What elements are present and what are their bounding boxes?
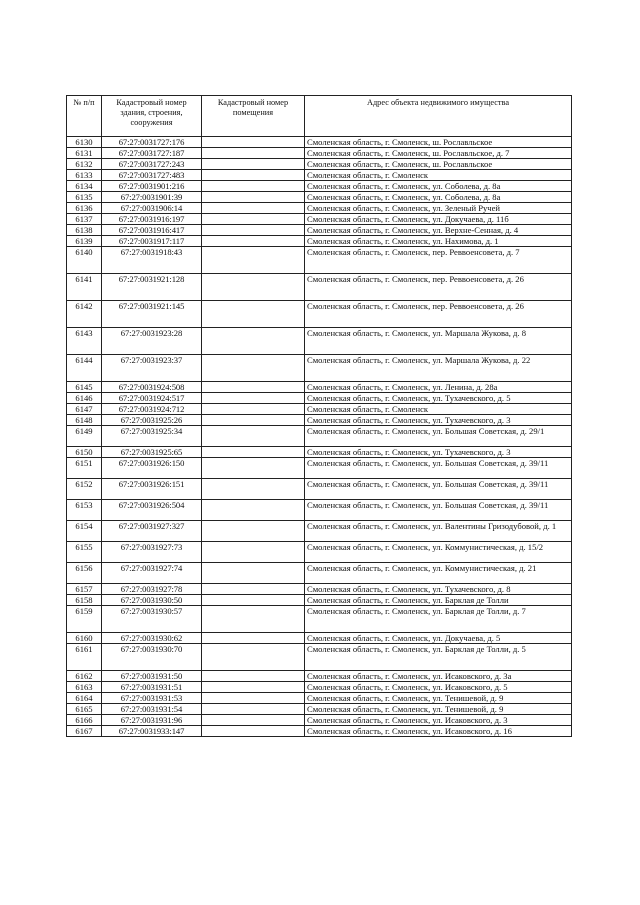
building-cadastral-number: 67:27:0031921:145 [102,301,202,328]
room-cadastral-number [202,426,305,447]
property-address: Смоленская область, г. Смоленск, ул. Барклая де Толли [305,595,572,606]
property-address: Смоленская область, г. Смоленск, ул. Коммунистическая, д. 15/2 [305,542,572,563]
table-row [67,693,572,704]
header-number: № п/п [67,96,102,137]
row-number: 6133 [67,170,102,181]
building-cadastral-number: 67:27:0031916:417 [102,225,202,236]
table-row [67,192,572,203]
row-number: 6160 [67,633,102,644]
table-row [67,225,572,236]
property-address: Смоленская область, г. Смоленск, ул. Тухачевского, д. 3 [305,447,572,458]
property-address: Смоленская область, г. Смоленск, ул. Маршала Жукова, д. 8 [305,328,572,355]
room-cadastral-number [202,447,305,458]
row-number: 6163 [67,682,102,693]
row-number: 6135 [67,192,102,203]
table-row [67,159,572,170]
room-cadastral-number [202,393,305,404]
row-number: 6165 [67,704,102,715]
row-number: 6141 [67,274,102,301]
room-cadastral-number [202,479,305,500]
row-number: 6131 [67,148,102,159]
room-cadastral-number [202,415,305,426]
row-number: 6159 [67,606,102,633]
property-address: Смоленская область, г. Смоленск, пер. Реввоенсовета, д. 7 [305,247,572,274]
row-number: 6167 [67,726,102,737]
building-cadastral-number: 67:27:0031931:51 [102,682,202,693]
header-address: Адрес объекта недвижимого имущества [305,96,572,137]
row-number: 6151 [67,458,102,479]
table-row [67,301,572,328]
row-number: 6137 [67,214,102,225]
building-cadastral-number: 67:27:0031906:14 [102,203,202,214]
table-row [67,393,572,404]
room-cadastral-number [202,563,305,584]
table-row [67,563,572,584]
room-cadastral-number [202,148,305,159]
property-address: Смоленская область, г. Смоленск, ш. Рославльское [305,137,572,148]
room-cadastral-number [202,404,305,415]
row-number: 6150 [67,447,102,458]
row-number: 6142 [67,301,102,328]
table-header-row [67,96,572,137]
property-address: Смоленская область, г. Смоленск, ул. Докучаева, д. 5 [305,633,572,644]
table-row [67,542,572,563]
building-cadastral-number: 67:27:0031931:53 [102,693,202,704]
building-cadastral-number: 67:27:0031927:327 [102,521,202,542]
building-cadastral-number: 67:27:0031927:78 [102,584,202,595]
building-cadastral-number: 67:27:0031926:151 [102,479,202,500]
table-row [67,458,572,479]
room-cadastral-number [202,181,305,192]
row-number: 6146 [67,393,102,404]
room-cadastral-number [202,542,305,563]
table-row [67,214,572,225]
building-cadastral-number: 67:27:0031925:26 [102,415,202,426]
table-row [67,426,572,447]
row-number: 6148 [67,415,102,426]
row-number: 6152 [67,479,102,500]
property-address: Смоленская область, г. Смоленск, ул. Барклая де Толли, д. 7 [305,606,572,633]
building-cadastral-number: 67:27:0031921:128 [102,274,202,301]
row-number: 6140 [67,247,102,274]
table-row [67,328,572,355]
table-row [67,274,572,301]
building-cadastral-number: 67:27:0031927:74 [102,563,202,584]
room-cadastral-number [202,247,305,274]
building-cadastral-number: 67:27:0031925:34 [102,426,202,447]
row-number: 6143 [67,328,102,355]
property-address: Смоленская область, г. Смоленск, ул. Большая Советская, д. 39/11 [305,500,572,521]
room-cadastral-number [202,644,305,671]
property-address: Смоленская область, г. Смоленск, ул. Исаковского, д. 3 [305,715,572,726]
property-address: Смоленская область, г. Смоленск, ул. Исаковского, д. 16 [305,726,572,737]
property-address: Смоленская область, г. Смоленск, пер. Реввоенсовета, д. 26 [305,301,572,328]
building-cadastral-number: 67:27:0031931:96 [102,715,202,726]
row-number: 6164 [67,693,102,704]
header-building-cadastral: Кадастровый номер здания, строения, сооружения [102,96,202,137]
building-cadastral-number: 67:27:0031931:50 [102,671,202,682]
row-number: 6157 [67,584,102,595]
property-address: Смоленская область, г. Смоленск, ул. Докучаева, д. 11б [305,214,572,225]
room-cadastral-number [202,633,305,644]
building-cadastral-number: 67:27:0031930:70 [102,644,202,671]
row-number: 6138 [67,225,102,236]
property-address: Смоленская область, г. Смоленск, ул. Тенишевой, д. 9 [305,704,572,715]
room-cadastral-number [202,606,305,633]
property-address: Смоленская область, г. Смоленск, пер. Реввоенсовета, д. 26 [305,274,572,301]
table-row [67,181,572,192]
table-row [67,355,572,382]
property-address: Смоленская область, г. Смоленск, ул. Тухачевского, д. 3 [305,415,572,426]
row-number: 6147 [67,404,102,415]
building-cadastral-number: 67:27:0031727:483 [102,170,202,181]
row-number: 6158 [67,595,102,606]
property-address: Смоленская область, г. Смоленск, ул. Тухачевского, д. 8 [305,584,572,595]
building-cadastral-number: 67:27:0031727:243 [102,159,202,170]
room-cadastral-number [202,693,305,704]
table-row [67,644,572,671]
property-address: Смоленская область, г. Смоленск, ш. Рославльское [305,159,572,170]
row-number: 6144 [67,355,102,382]
row-number: 6156 [67,563,102,584]
room-cadastral-number [202,595,305,606]
room-cadastral-number [202,328,305,355]
property-address: Смоленская область, г. Смоленск, ул. Барклая де Толли, д. 5 [305,644,572,671]
building-cadastral-number: 67:27:0031901:39 [102,192,202,203]
table-row [67,170,572,181]
building-cadastral-number: 67:27:0031924:508 [102,382,202,393]
property-address: Смоленская область, г. Смоленск, ул. Исаковского, д. 5 [305,682,572,693]
building-cadastral-number: 67:27:0031924:712 [102,404,202,415]
room-cadastral-number [202,715,305,726]
property-address: Смоленская область, г. Смоленск [305,404,572,415]
building-cadastral-number: 67:27:0031917:117 [102,236,202,247]
table-row [67,715,572,726]
property-address: Смоленская область, г. Смоленск, ул. Большая Советская, д. 39/11 [305,479,572,500]
building-cadastral-number: 67:27:0031930:57 [102,606,202,633]
room-cadastral-number [202,521,305,542]
property-address: Смоленская область, г. Смоленск, ул. Зеленый Ручей [305,203,572,214]
property-address: Смоленская область, г. Смоленск, ул. Большая Советская, д. 39/11 [305,458,572,479]
room-cadastral-number [202,584,305,595]
building-cadastral-number: 67:27:0031918:43 [102,247,202,274]
table-row [67,704,572,715]
building-cadastral-number: 67:27:0031926:150 [102,458,202,479]
building-cadastral-number: 67:27:0031930:62 [102,633,202,644]
building-cadastral-number: 67:27:0031916:197 [102,214,202,225]
room-cadastral-number [202,682,305,693]
property-address: Смоленская область, г. Смоленск, ул. Соболева, д. 8а [305,181,572,192]
building-cadastral-number: 67:27:0031931:54 [102,704,202,715]
room-cadastral-number [202,214,305,225]
table-row [67,595,572,606]
room-cadastral-number [202,225,305,236]
room-cadastral-number [202,301,305,328]
room-cadastral-number [202,170,305,181]
room-cadastral-number [202,500,305,521]
building-cadastral-number: 67:27:0031923:37 [102,355,202,382]
header-room-cadastral: Кадастровый номер помещения [202,96,305,137]
property-address: Смоленская область, г. Смоленск, ул. Верхне-Сенная, д. 4 [305,225,572,236]
table-row [67,203,572,214]
row-number: 6166 [67,715,102,726]
room-cadastral-number [202,382,305,393]
property-address: Смоленская область, г. Смоленск, ул. Валентины Гризодубовой, д. 1 [305,521,572,542]
room-cadastral-number [202,137,305,148]
building-cadastral-number: 67:27:0031926:504 [102,500,202,521]
property-address: Смоленская область, г. Смоленск, ул. Большая Советская, д. 29/1 [305,426,572,447]
building-cadastral-number: 67:27:0031925:65 [102,447,202,458]
building-cadastral-number: 67:27:0031933:147 [102,726,202,737]
property-address: Смоленская область, г. Смоленск, ул. Коммунистическая, д. 21 [305,563,572,584]
row-number: 6154 [67,521,102,542]
row-number: 6132 [67,159,102,170]
property-address: Смоленская область, г. Смоленск, ул. Маршала Жукова, д. 22 [305,355,572,382]
row-number: 6155 [67,542,102,563]
building-cadastral-number: 67:27:0031901:216 [102,181,202,192]
building-cadastral-number: 67:27:0031727:187 [102,148,202,159]
property-address: Смоленская область, г. Смоленск, ул. Ленина, д. 28а [305,382,572,393]
row-number: 6139 [67,236,102,247]
table-row [67,236,572,247]
table-row [67,606,572,633]
room-cadastral-number [202,203,305,214]
table-row [67,247,572,274]
table-row [67,500,572,521]
property-register-table [66,95,572,737]
property-address: Смоленская область, г. Смоленск [305,170,572,181]
room-cadastral-number [202,726,305,737]
room-cadastral-number [202,192,305,203]
property-address: Смоленская область, г. Смоленск, ул. Исаковского, д. 3а [305,671,572,682]
row-number: 6153 [67,500,102,521]
room-cadastral-number [202,274,305,301]
table-row [67,633,572,644]
row-number: 6136 [67,203,102,214]
table-row [67,447,572,458]
table-row [67,404,572,415]
room-cadastral-number [202,458,305,479]
table-row [67,671,572,682]
property-address: Смоленская область, г. Смоленск, ул. Тенишевой, д. 9 [305,693,572,704]
building-cadastral-number: 67:27:0031923:28 [102,328,202,355]
room-cadastral-number [202,355,305,382]
table-row [67,382,572,393]
table-row [67,415,572,426]
room-cadastral-number [202,704,305,715]
row-number: 6145 [67,382,102,393]
table-row [67,726,572,737]
row-number: 6134 [67,181,102,192]
table-row [67,148,572,159]
table-row [67,682,572,693]
building-cadastral-number: 67:27:0031930:50 [102,595,202,606]
property-address: Смоленская область, г. Смоленск, ш. Рославльское, д. 7 [305,148,572,159]
table-row [67,521,572,542]
table-row [67,137,572,148]
building-cadastral-number: 67:27:0031927:73 [102,542,202,563]
property-address: Смоленская область, г. Смоленск, ул. Соболева, д. 8а [305,192,572,203]
table-row [67,584,572,595]
row-number: 6162 [67,671,102,682]
row-number: 6130 [67,137,102,148]
row-number: 6149 [67,426,102,447]
table-row [67,479,572,500]
row-number: 6161 [67,644,102,671]
property-address: Смоленская область, г. Смоленск, ул. Тухачевского, д. 5 [305,393,572,404]
table-body [67,137,572,737]
building-cadastral-number: 67:27:0031924:517 [102,393,202,404]
room-cadastral-number [202,236,305,247]
building-cadastral-number: 67:27:0031727:176 [102,137,202,148]
property-address: Смоленская область, г. Смоленск, ул. Нахимова, д. 1 [305,236,572,247]
room-cadastral-number [202,159,305,170]
room-cadastral-number [202,671,305,682]
